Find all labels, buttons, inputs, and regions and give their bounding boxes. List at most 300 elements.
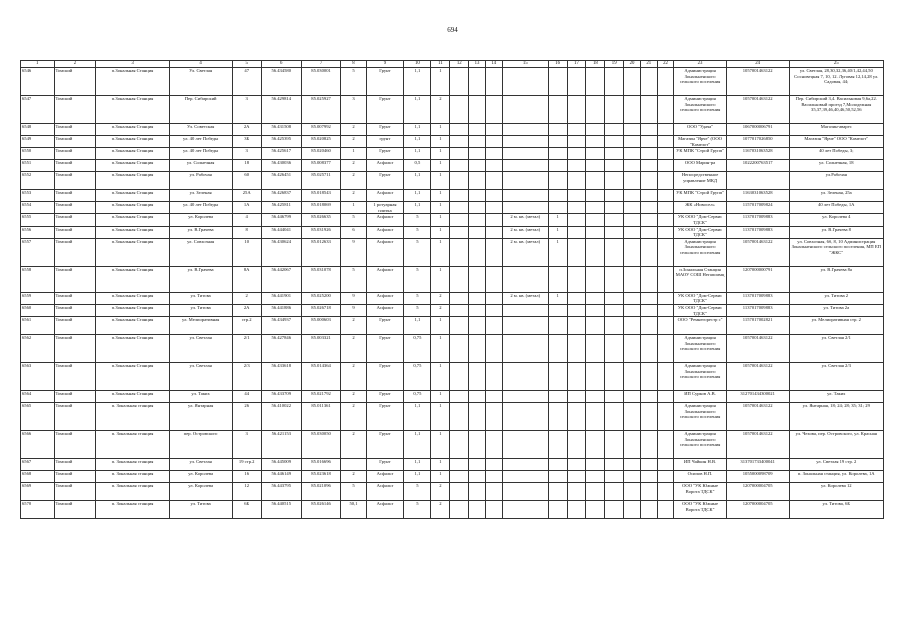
cell-empty — [640, 136, 657, 148]
cell-surface: грунт — [366, 136, 404, 148]
cell-empty — [450, 68, 469, 96]
cell-empty — [605, 483, 624, 501]
cell-empty — [605, 304, 624, 316]
cell-empty — [624, 214, 641, 226]
cell-c8: 2 — [341, 160, 366, 172]
cell-empty — [586, 238, 605, 266]
cell-extra1 — [502, 190, 548, 202]
header-cell: 24 — [726, 61, 789, 68]
cell-empty — [567, 96, 586, 124]
cell-count: 1 — [431, 202, 450, 214]
cell-empty — [605, 363, 624, 391]
cell-area: 5 — [404, 238, 431, 266]
cell-owner: УК ООО "Дом-Сервис ТДСК" — [674, 214, 726, 226]
cell-lon: 85.000603 — [301, 317, 341, 335]
cell-surface: Асфальт — [366, 292, 404, 304]
cell-empty — [640, 68, 657, 96]
cell-c8: 2 — [341, 190, 366, 202]
cell-empty — [450, 363, 469, 391]
cell-street: ул. Зеленая — [169, 190, 232, 202]
cell-lat: 56.426837 — [261, 190, 301, 202]
cell-ogrn: 1057001463122 — [726, 403, 789, 431]
cell-street: ул. Совхозная — [169, 238, 232, 266]
cell-extra2: 1 — [548, 214, 567, 226]
cell-empty — [469, 317, 486, 335]
table-row — [21, 391, 884, 403]
cell-empty — [624, 96, 641, 124]
cell-extra2 — [548, 304, 567, 316]
cell-id: 6558 — [21, 266, 55, 292]
cell-count: 1 — [431, 124, 450, 136]
cell-empty — [624, 403, 641, 431]
cell-empty — [567, 483, 586, 501]
cell-source: Магазин-аварес — [789, 124, 883, 136]
cell-extra2 — [548, 363, 567, 391]
cell-count: 1 — [431, 226, 450, 238]
cell-empty — [605, 292, 624, 304]
cell-empty — [469, 136, 486, 148]
cell-house: 6Б — [232, 501, 261, 519]
cell-lat: 56.433709 — [261, 391, 301, 403]
cell-empty — [657, 172, 674, 190]
cell-owner: ИП Чайкин Н.В. — [674, 459, 726, 471]
cell-lat: 56.425617 — [261, 148, 301, 160]
cell-lat: 56.430036 — [261, 160, 301, 172]
cell-empty — [485, 391, 502, 403]
cell-owner: Администрация Зональненского сельского поселения — [674, 431, 726, 459]
cell-id: 6557 — [21, 238, 55, 266]
cell-surface: Грунт — [366, 317, 404, 335]
cell-empty — [640, 190, 657, 202]
cell-ogrn: 1057001463122 — [726, 238, 789, 266]
cell-empty — [586, 391, 605, 403]
cell-id: 6560 — [21, 304, 55, 316]
cell-lat: 56.429814 — [261, 96, 301, 124]
cell-empty — [624, 501, 641, 519]
cell-area: 1,1 — [404, 124, 431, 136]
cell-empty — [640, 124, 657, 136]
cell-house: 60 — [232, 172, 261, 190]
cell-street: Ул. Светлая — [169, 68, 232, 96]
cell-surface: Асфальт — [366, 190, 404, 202]
cell-empty — [469, 148, 486, 160]
cell-district: Томский — [54, 96, 96, 124]
cell-empty — [567, 391, 586, 403]
cell-empty — [640, 304, 657, 316]
table-row — [21, 136, 884, 148]
cell-count: 1 — [431, 136, 450, 148]
cell-settlement: п.Зональная Станция — [96, 96, 169, 124]
cell-empty — [469, 391, 486, 403]
cell-owner: ООО "УК Южные Ворота ТДСК" — [674, 501, 726, 519]
cell-lon: 85.021792 — [301, 391, 341, 403]
cell-extra1 — [502, 148, 548, 160]
cell-house: 19 стр.2 — [232, 459, 261, 471]
table-row — [21, 431, 884, 459]
cell-empty — [605, 459, 624, 471]
cell-area: 5 — [404, 501, 431, 519]
cell-id: 6568 — [21, 471, 55, 483]
cell-empty — [485, 238, 502, 266]
cell-extra2: 1 — [548, 226, 567, 238]
table-row — [21, 304, 884, 316]
cell-id: 6566 — [21, 431, 55, 459]
cell-count: 1 — [431, 214, 450, 226]
cell-count: 2 — [431, 483, 450, 501]
cell-empty — [450, 391, 469, 403]
table-row — [21, 226, 884, 238]
cell-c8: 2 — [341, 363, 366, 391]
header-cell: 18 — [586, 61, 605, 68]
cell-surface: Асфальт — [366, 238, 404, 266]
cell-empty — [657, 148, 674, 160]
cell-owner: УК МПК "Строй Групп" — [674, 148, 726, 160]
cell-empty — [450, 403, 469, 431]
cell-c8: 5 — [341, 266, 366, 292]
header-cell: 15 — [502, 61, 548, 68]
cell-street: пер. Островского — [169, 431, 232, 459]
cell-street: ул. Рабочая — [169, 172, 232, 190]
cell-empty — [657, 471, 674, 483]
table-row — [21, 471, 884, 483]
cell-empty — [624, 266, 641, 292]
cell-empty — [640, 317, 657, 335]
cell-district: Томский — [54, 501, 96, 519]
cell-empty — [469, 172, 486, 190]
cell-empty — [605, 391, 624, 403]
cell-extra2 — [548, 471, 567, 483]
cell-empty — [624, 363, 641, 391]
cell-extra1: 2 м. кв. (метал) — [502, 238, 548, 266]
cell-lat: 56.445009 — [261, 459, 301, 471]
cell-empty — [450, 335, 469, 363]
cell-source: Пер. Сибирский 3,4. Васильковая 9,6а,22. Васильковый проезд 7,Молодежная 35,37,39,46,40,46,50,52,56 — [789, 96, 883, 124]
table-row — [21, 148, 884, 160]
cell-ogrn: 313701733400041 — [726, 459, 789, 471]
cell-house: 12 — [232, 483, 261, 501]
cell-empty — [485, 292, 502, 304]
cell-source: п. Зональная станция, ул. Королева, 1А — [789, 471, 883, 483]
page-number: 694 — [447, 26, 458, 34]
cell-ogrn: 1067000006791 — [726, 124, 789, 136]
cell-lat: 56.434937 — [261, 317, 301, 335]
cell-extra1 — [502, 304, 548, 316]
cell-district: Томский — [54, 391, 96, 403]
cell-district: Томский — [54, 304, 96, 316]
cell-empty — [567, 136, 586, 148]
cell-extra1 — [502, 136, 548, 148]
cell-district: Томский — [54, 431, 96, 459]
cell-c8: 5 — [341, 214, 366, 226]
cell-source: ул. Светлая 2/1 — [789, 335, 883, 363]
cell-house: стр.2 — [232, 317, 261, 335]
cell-c8: 1 — [341, 202, 366, 214]
table-row — [21, 68, 884, 96]
cell-count: 1 — [431, 335, 450, 363]
cell-empty — [640, 160, 657, 172]
cell-empty — [605, 68, 624, 96]
cell-source: ул. Янтарная, 18; 24; 28; 35; 31; 29 — [789, 403, 883, 431]
cell-empty — [640, 403, 657, 431]
cell-empty — [586, 172, 605, 190]
cell-empty — [450, 136, 469, 148]
cell-empty — [469, 68, 486, 96]
cell-extra1 — [502, 202, 548, 214]
cell-lat: 56.441886 — [261, 304, 301, 316]
cell-source: ул. Таких — [789, 391, 883, 403]
cell-c8: 2 — [341, 172, 366, 190]
cell-owner: ООО Марин-ра — [674, 160, 726, 172]
cell-count: 2 — [431, 292, 450, 304]
cell-empty — [605, 501, 624, 519]
cell-owner: ИП Сурков А.В. — [674, 391, 726, 403]
cell-c8: 2 — [341, 471, 366, 483]
cell-id: 6556 — [21, 226, 55, 238]
table-row — [21, 483, 884, 501]
cell-district: Томский — [54, 202, 96, 214]
cell-empty — [567, 292, 586, 304]
cell-count: 1 — [431, 363, 450, 391]
cell-empty — [657, 335, 674, 363]
cell-owner: Администрация Зональненского сельского поселения — [674, 96, 726, 124]
cell-empty — [450, 304, 469, 316]
cell-empty — [450, 96, 469, 124]
cell-empty — [657, 238, 674, 266]
cell-street: ул. Солнечная — [169, 160, 232, 172]
cell-empty — [567, 459, 586, 471]
cell-area: 0,5 — [404, 160, 431, 172]
cell-c8: 2 — [341, 317, 366, 335]
cell-empty — [485, 214, 502, 226]
cell-lon: 85.026718 — [301, 304, 341, 316]
cell-c8: 1 — [341, 148, 366, 160]
cell-empty — [657, 363, 674, 391]
cell-empty — [485, 335, 502, 363]
cell-owner: УК МПК "Строй Групп" — [674, 190, 726, 202]
cell-area: 1,1 — [404, 403, 431, 431]
cell-extra2 — [548, 501, 567, 519]
cell-empty — [567, 172, 586, 190]
cell-area: 1,1 — [404, 459, 431, 471]
cell-area: 1,1 — [404, 136, 431, 148]
cell-empty — [657, 214, 674, 226]
cell-settlement: п.Зональная Станция — [96, 148, 169, 160]
cell-empty — [624, 483, 641, 501]
cell-ogrn: 1157017009824 — [726, 202, 789, 214]
cell-house: 3 — [232, 431, 261, 459]
cell-c8: 9 — [341, 292, 366, 304]
cell-empty — [485, 124, 502, 136]
cell-owner: Непосредственное управление МКД — [674, 172, 726, 190]
cell-settlement: п. Зональная станция — [96, 431, 169, 459]
cell-empty — [657, 96, 674, 124]
cell-extra1 — [502, 501, 548, 519]
cell-surface: Асфальт — [366, 226, 404, 238]
cell-c8: 2 — [341, 391, 366, 403]
cell-empty — [657, 226, 674, 238]
cell-c8: 5 — [341, 483, 366, 501]
cell-empty — [469, 471, 486, 483]
cell-lat: 56.425811 — [261, 202, 301, 214]
cell-surface: Грунт — [366, 391, 404, 403]
cell-area: 5 — [404, 214, 431, 226]
registry-table — [20, 60, 884, 519]
cell-district: Томский — [54, 68, 96, 96]
cell-empty — [485, 190, 502, 202]
cell-source: 40 лет Победы, 3; — [789, 148, 883, 160]
cell-lat: 56.410022 — [261, 403, 301, 431]
cell-extra2 — [548, 483, 567, 501]
cell-empty — [450, 172, 469, 190]
cell-source: ул. Титова 2а — [789, 304, 883, 316]
cell-owner: Администрация Зональненского сельского поселения — [674, 363, 726, 391]
cell-house: 25А — [232, 190, 261, 202]
table-row — [21, 172, 884, 190]
cell-empty — [657, 403, 674, 431]
cell-district: Томский — [54, 403, 96, 431]
cell-area: 5 — [404, 266, 431, 292]
cell-district: Томский — [54, 238, 96, 266]
cell-lon: 85.012633 — [301, 238, 341, 266]
cell-empty — [657, 124, 674, 136]
cell-empty — [624, 431, 641, 459]
cell-empty — [485, 96, 502, 124]
cell-district: Томский — [54, 363, 96, 391]
cell-count: 1 — [431, 148, 450, 160]
header-cell: 7 — [301, 61, 341, 68]
cell-lat: 56.427846 — [261, 335, 301, 363]
cell-lon: 85.020460 — [301, 148, 341, 160]
cell-empty — [469, 483, 486, 501]
header-cell: 8 — [341, 61, 366, 68]
header-cell: 1 — [21, 61, 55, 68]
cell-empty — [567, 431, 586, 459]
cell-source: ул. Зеленая, 25а — [789, 190, 883, 202]
cell-extra2 — [548, 148, 567, 160]
cell-empty — [469, 160, 486, 172]
cell-settlement: п.Зональная Станция — [96, 335, 169, 363]
cell-empty — [485, 202, 502, 214]
cell-district: Томский — [54, 335, 96, 363]
cell-ogrn: 1137017009883 — [726, 214, 789, 226]
cell-empty — [567, 501, 586, 519]
cell-c8: 2 — [341, 335, 366, 363]
cell-settlement: п.Зональная Станция — [96, 317, 169, 335]
cell-empty — [657, 431, 674, 459]
cell-lon: 85.018069 — [301, 202, 341, 214]
cell-empty — [567, 68, 586, 96]
cell-count: 1 — [431, 190, 450, 202]
cell-lat: 56.433618 — [261, 363, 301, 391]
cell-extra1 — [502, 391, 548, 403]
cell-empty — [657, 160, 674, 172]
cell-empty — [567, 403, 586, 431]
cell-district: Томский — [54, 317, 96, 335]
cell-empty — [586, 431, 605, 459]
cell-lon: 85.030001 — [301, 68, 341, 96]
cell-owner: Администрация Зональненского сельского поселения — [674, 68, 726, 96]
table-row — [21, 96, 884, 124]
cell-empty — [624, 226, 641, 238]
cell-settlement: п.Зональная Станция — [96, 136, 169, 148]
cell-surface: Асфальт — [366, 483, 404, 501]
cell-empty — [586, 304, 605, 316]
cell-house: 3Б — [232, 136, 261, 148]
cell-c8: 2 — [341, 124, 366, 136]
cell-empty — [450, 238, 469, 266]
cell-empty — [586, 335, 605, 363]
table-row — [21, 292, 884, 304]
cell-area: 1,1 — [404, 471, 431, 483]
cell-lon: 85.031078 — [301, 266, 341, 292]
table-row — [21, 238, 884, 266]
cell-lat: 56.431508 — [261, 124, 301, 136]
cell-owner: ЖК «Новосел» — [674, 202, 726, 214]
cell-lon: 85.025927 — [301, 96, 341, 124]
cell-empty — [624, 190, 641, 202]
cell-count: 1 — [431, 431, 450, 459]
cell-empty — [605, 431, 624, 459]
cell-id: 6555 — [21, 214, 55, 226]
cell-empty — [485, 501, 502, 519]
cell-empty — [586, 214, 605, 226]
cell-extra1 — [502, 96, 548, 124]
cell-empty — [586, 190, 605, 202]
cell-extra2 — [548, 160, 567, 172]
cell-settlement: п. Зональная станция — [96, 403, 169, 431]
cell-c8: 50,1 — [341, 501, 366, 519]
cell-owner: УК ООО "Дом-Сервис ТДСК" — [674, 292, 726, 304]
cell-area: 0,75 — [404, 391, 431, 403]
cell-empty — [567, 160, 586, 172]
cell-empty — [657, 68, 674, 96]
cell-area: 0,75 — [404, 335, 431, 363]
table-row — [21, 266, 884, 292]
cell-ogrn — [726, 172, 789, 190]
cell-street: ул. 40 лет Победы — [169, 148, 232, 160]
cell-area: 5 — [404, 292, 431, 304]
cell-street: Ул. Советская — [169, 124, 232, 136]
cell-count: 1 — [431, 391, 450, 403]
cell-source: ул. Титова, 6Б — [789, 501, 883, 519]
cell-district: Томский — [54, 190, 96, 202]
cell-street: ул. Таких — [169, 391, 232, 403]
cell-lon: 85.031926 — [301, 226, 341, 238]
header-cell: 21 — [640, 61, 657, 68]
cell-extra2 — [548, 68, 567, 96]
cell-empty — [586, 68, 605, 96]
cell-street: ул. Титова — [169, 304, 232, 316]
cell-extra1 — [502, 403, 548, 431]
cell-ogrn: 1057001463122 — [726, 96, 789, 124]
cell-empty — [605, 317, 624, 335]
cell-surface: Асфальт — [366, 160, 404, 172]
cell-extra2 — [548, 202, 567, 214]
cell-empty — [485, 471, 502, 483]
cell-empty — [469, 335, 486, 363]
cell-house: 1А — [232, 202, 261, 214]
cell-surface: Асфальт — [366, 471, 404, 483]
cell-empty — [469, 238, 486, 266]
cell-settlement: п. Зональная станция — [96, 471, 169, 483]
cell-empty — [586, 317, 605, 335]
cell-empty — [605, 96, 624, 124]
cell-empty — [624, 124, 641, 136]
cell-lat: 56.441901 — [261, 292, 301, 304]
cell-owner: Администрация Зональненского сельского поселения — [674, 238, 726, 266]
cell-settlement: п.Зональная Станция — [96, 363, 169, 391]
cell-ogrn: 312701434300021 — [726, 391, 789, 403]
